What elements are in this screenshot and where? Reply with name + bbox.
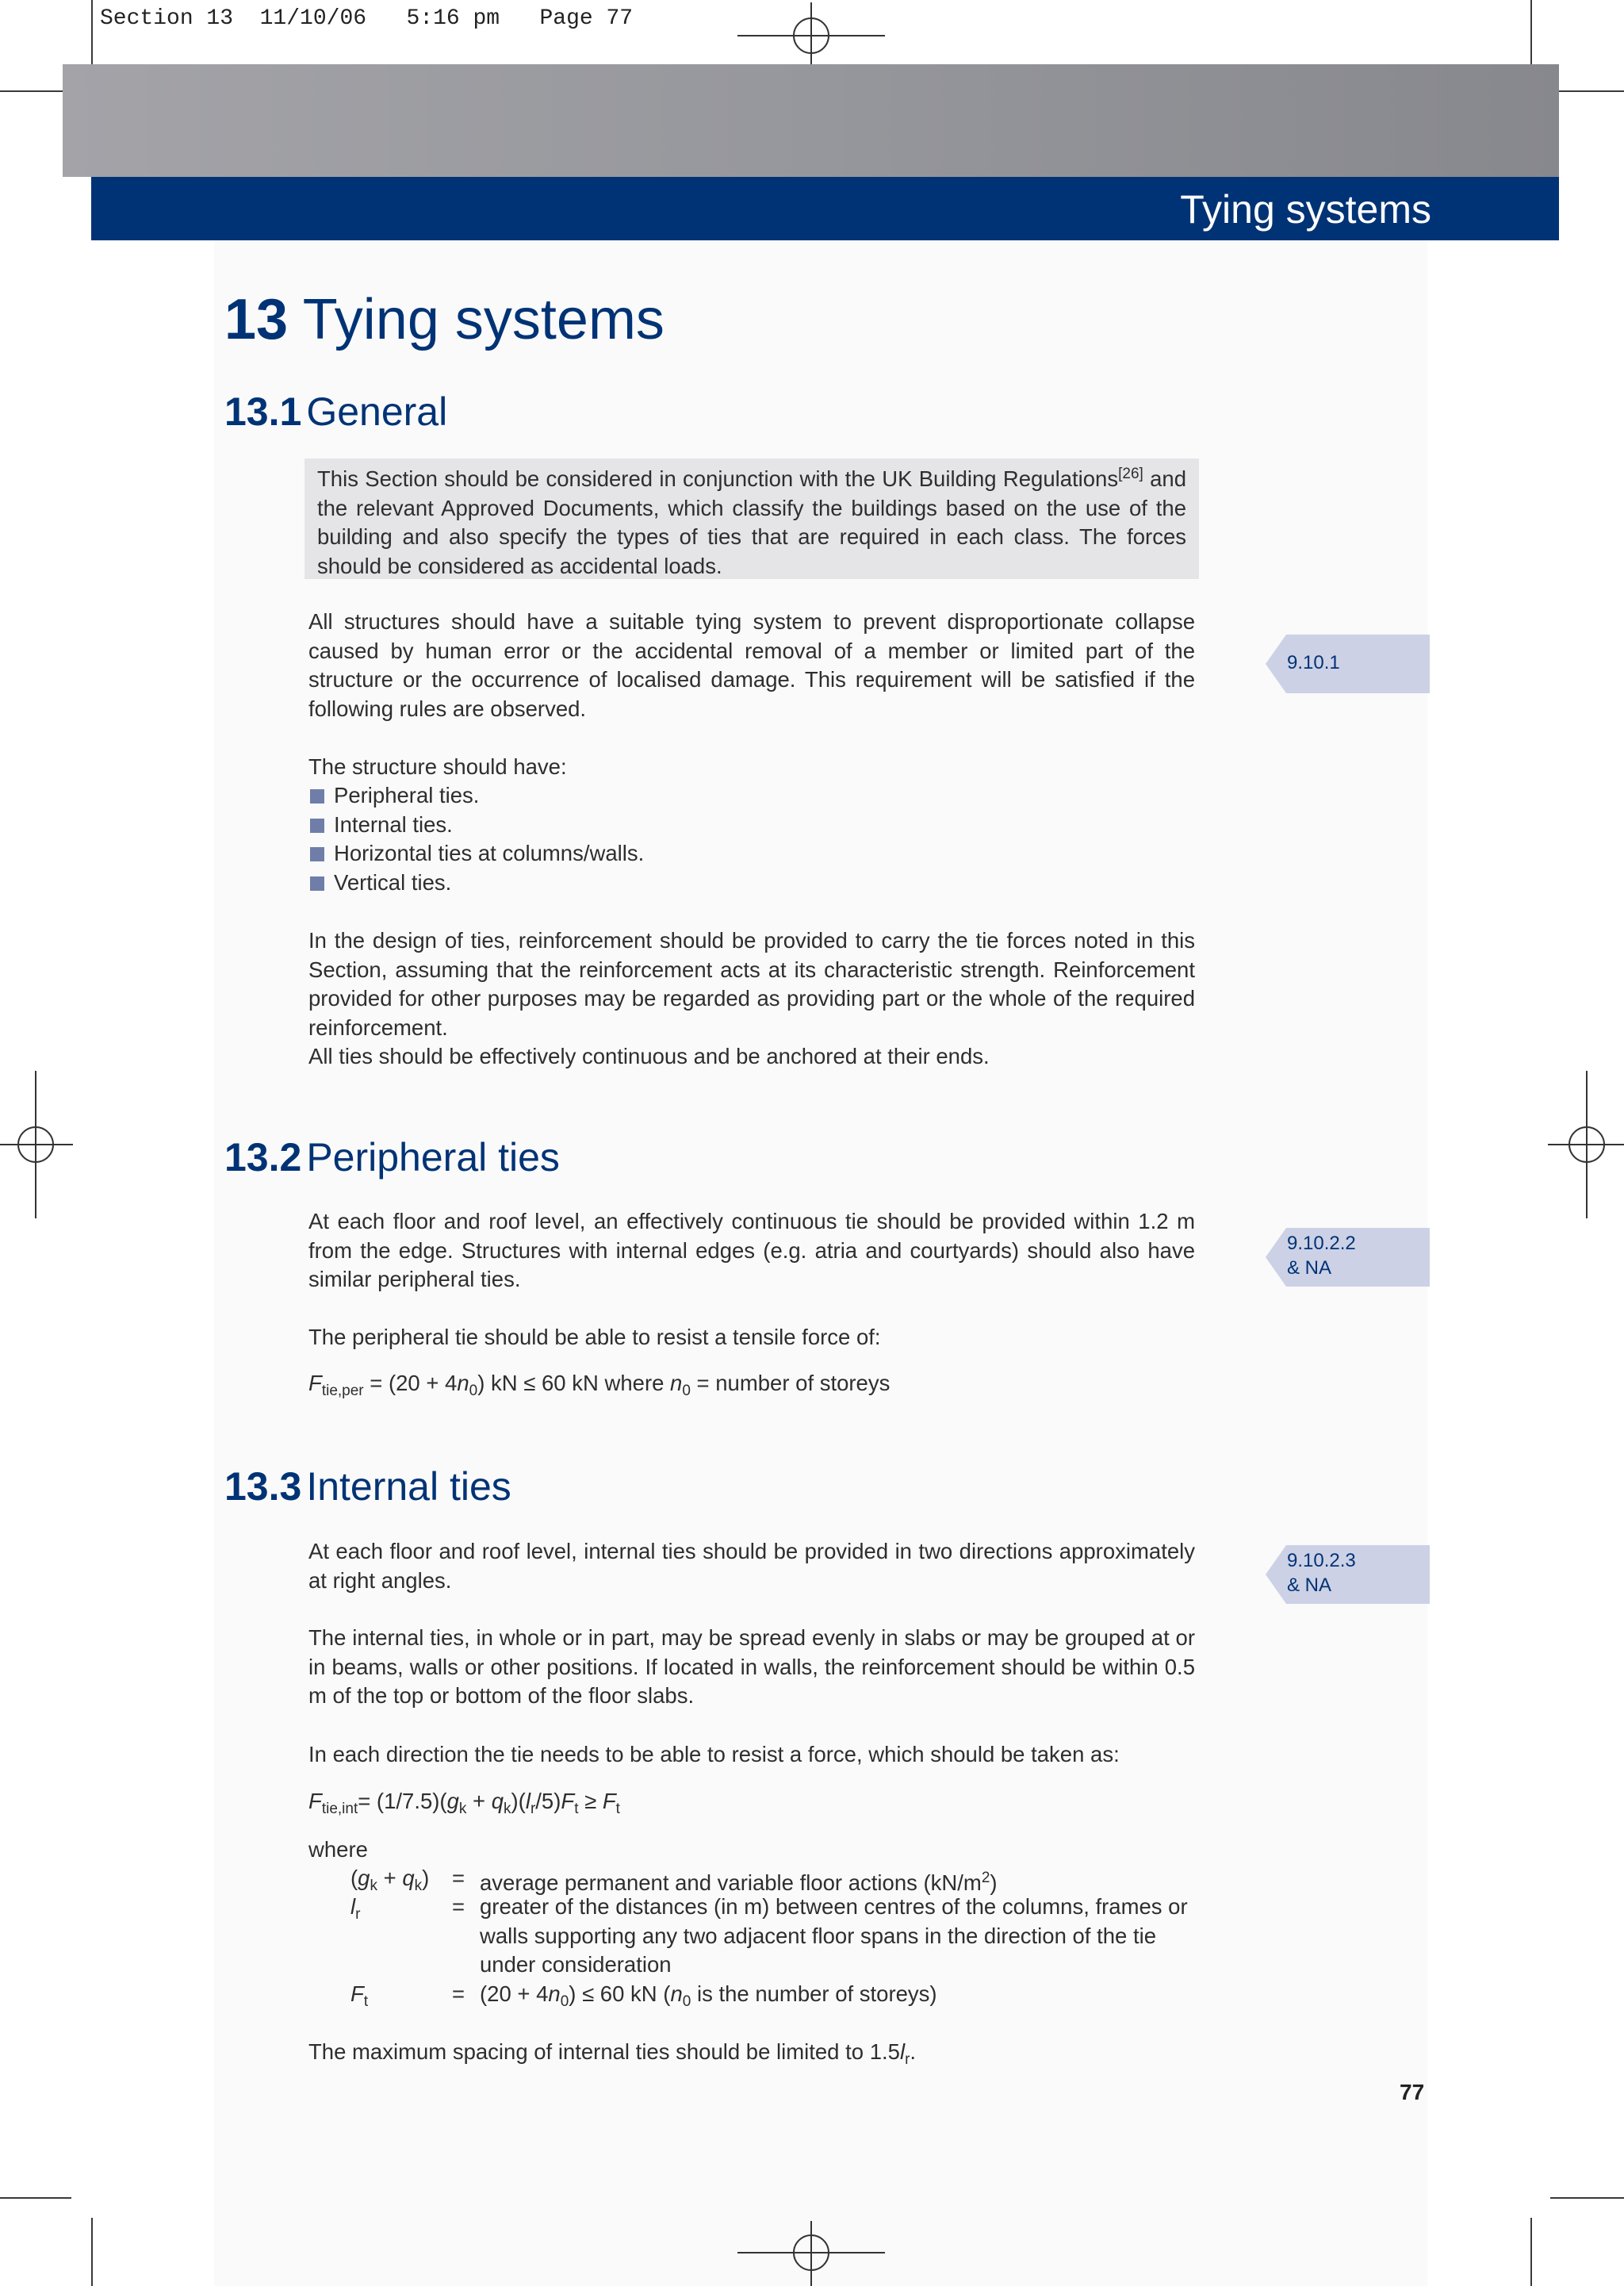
list-item: Internal ties. xyxy=(308,811,644,840)
definition-symbol xyxy=(350,1980,368,2017)
section-number: 13.2 xyxy=(224,1135,302,1179)
clause-reference-tag xyxy=(1286,1545,1430,1604)
eq-text: ) kN ≤ 60 kN where xyxy=(477,1371,671,1395)
definition-text: greater of the distances (in m) between centres of the columns, frames or walls supporting any two adjacent floor spans in the direction of the tie under consideration xyxy=(480,1894,1188,1977)
eq-subscript: t xyxy=(363,1993,369,2010)
eq-subscript: r xyxy=(905,2051,910,2068)
eq-symbol: n xyxy=(548,1981,561,2006)
eq-symbol: l xyxy=(350,1894,356,1919)
internal-paragraph-2: The internal ties, in whole or in part, may be spread evenly in slabs or may be grouped at or in beams, walls or other positions. If located in walls, the reinforcement should be within 0.5 m of the top or bottom of the floor slabs. xyxy=(308,1625,1195,1709)
def-text: ) ≤ 60 kN ( xyxy=(569,1981,671,2006)
eq-text: = number of storeys xyxy=(690,1371,891,1395)
general-paragraph-2: The structure should have: xyxy=(308,754,567,779)
definition-symbol xyxy=(350,1864,429,1901)
def-text: ( xyxy=(350,1866,358,1890)
eq-subscript: tie,per xyxy=(321,1383,364,1399)
eq-subscript: 0 xyxy=(560,1993,569,2010)
eq-symbol: F xyxy=(308,1371,322,1395)
tie-type-list xyxy=(308,781,644,897)
section-heading-internal xyxy=(224,1463,511,1509)
peripheral-paragraph-1: At each floor and roof level, an effectively continuous tie should be provided within 1.2 m from the edge. Structures with internal edges (e.g. atria and courtyards) should also have similar peripheral ties. xyxy=(308,1209,1195,1292)
clause-reference-tag xyxy=(1286,1228,1430,1287)
def-text: average permanent and variable floor actions (kN/m xyxy=(480,1870,982,1896)
equals-sign: = xyxy=(452,1866,465,1890)
crop-mark xyxy=(1530,2218,1532,2286)
eq-symbol: l xyxy=(525,1789,530,1813)
eq-subscript: r xyxy=(530,1801,536,1817)
eq-subscript: t xyxy=(615,1801,620,1817)
internal-paragraph-3: In each direction the tie needs to be able to resist a force, which should be taken as: xyxy=(308,1742,1120,1766)
eq-symbol: l xyxy=(899,2039,906,2064)
eq-text: /5) xyxy=(535,1789,561,1813)
list-item: Horizontal ties at columns/walls. xyxy=(308,839,644,869)
eq-text: = (20 + 4 xyxy=(363,1371,458,1395)
note-text-b: and the relevant Approved Documents, which classify the buildings based on the use of the building and also specify the types of ties that are required in each class. The forces should be considered as accidental loads. xyxy=(317,466,1186,578)
internal-paragraph-1: At each floor and roof level, internal ties should be provided in two directions approximately at right angles. xyxy=(308,1539,1195,1593)
crop-mark xyxy=(1530,0,1532,64)
peripheral-paragraph-2: The peripheral tie should be able to resist a tensile force of: xyxy=(308,1325,881,1349)
eq-symbol: g xyxy=(446,1789,459,1813)
section-heading-general xyxy=(224,389,447,435)
eq-subscript: k xyxy=(370,1878,377,1894)
section-title: General xyxy=(306,389,448,434)
note-box xyxy=(304,458,1199,579)
where-label: where xyxy=(308,1837,368,1862)
eq-symbol: F xyxy=(602,1789,616,1813)
eq-text: )( xyxy=(511,1789,526,1813)
clause-reference: 9.10.1 xyxy=(1287,652,1340,673)
page-number: 77 xyxy=(1400,2080,1425,2104)
section-number: 13.1 xyxy=(224,389,302,434)
eq-text: + xyxy=(466,1789,492,1813)
equals-sign: = xyxy=(452,1894,465,1919)
crop-mark xyxy=(91,0,93,64)
section-title: Internal ties xyxy=(306,1464,511,1509)
eq-subscript: tie,int xyxy=(321,1801,358,1817)
crop-mark xyxy=(0,90,63,92)
general-paragraph-4: All ties should be effectively continuous and be anchored at their ends. xyxy=(308,1044,990,1068)
chapter-number: 13 xyxy=(224,288,289,351)
superscript: 2 xyxy=(981,1870,990,1886)
peripheral-tie-equation xyxy=(308,1369,890,1406)
crop-mark xyxy=(0,2197,71,2199)
citation-ref: [26] xyxy=(1118,466,1143,482)
crop-mark xyxy=(1550,2197,1624,2199)
chapter-title: Tying systems xyxy=(302,288,665,351)
eq-subscript: 0 xyxy=(682,1383,691,1399)
eq-symbol: n xyxy=(670,1371,683,1395)
eq-subscript: 0 xyxy=(682,1993,691,2010)
eq-symbol: F xyxy=(350,1981,364,2006)
registration-mark xyxy=(737,2,885,69)
eq-subscript: k xyxy=(458,1801,467,1817)
print-slug: Section 13 11/10/06 5:16 pm Page 77 xyxy=(100,6,634,31)
running-header: Tying systems xyxy=(1180,187,1431,232)
def-text: (20 + 4 xyxy=(480,1981,549,2006)
internal-tie-equation xyxy=(308,1787,620,1824)
eq-symbol: q xyxy=(491,1789,504,1813)
general-paragraph-1: All structures should have a suitable tying system to prevent disproportionate collapse caused by human error or the accidental removal of a member or limited part of the structure or the occurrence of localised damage. This requirement will be satisfied if the following rules are observed. xyxy=(308,609,1195,721)
eq-subscript: k xyxy=(414,1878,423,1894)
eq-symbol: n xyxy=(457,1371,469,1395)
equals-sign: = xyxy=(452,1981,465,2006)
eq-symbol: F xyxy=(561,1789,575,1813)
eq-text: = (1/7.5)( xyxy=(358,1789,447,1813)
note-text xyxy=(317,460,1186,581)
definition-symbol xyxy=(350,1893,360,1930)
eq-subscript: k xyxy=(504,1801,511,1817)
chapter-heading xyxy=(224,287,665,352)
def-text: . xyxy=(910,2039,917,2064)
clause-reference: 9.10.2.2 & NA xyxy=(1287,1233,1356,1279)
definition-text xyxy=(480,1980,1193,2017)
clause-reference-tag xyxy=(1286,635,1430,693)
clause-reference: 9.10.2.3 & NA xyxy=(1287,1550,1356,1596)
section-heading-peripheral xyxy=(224,1134,560,1180)
eq-symbol: g xyxy=(358,1866,370,1890)
def-text: + xyxy=(377,1866,403,1890)
list-item: Peripheral ties. xyxy=(308,781,644,811)
crop-mark xyxy=(1559,90,1624,92)
def-text: ) xyxy=(990,1870,998,1896)
eq-subscript: r xyxy=(355,1906,361,1923)
def-text: is the number of storeys) xyxy=(691,1981,937,2006)
registration-mark xyxy=(1548,1071,1624,1218)
note-text-a: This Section should be considered in conjunction with the UK Building Regulations xyxy=(317,466,1119,492)
section-title: Peripheral ties xyxy=(306,1135,560,1179)
section-number: 13.3 xyxy=(224,1464,302,1509)
registration-mark xyxy=(737,2221,885,2286)
header-grey-band xyxy=(63,64,1559,177)
internal-paragraph-4 xyxy=(308,2038,1195,2075)
list-item: Vertical ties. xyxy=(308,869,644,898)
eq-subscript: t xyxy=(574,1801,579,1817)
general-paragraph-3: In the design of ties, reinforcement should be provided to carry the tie forces noted in this Section, assuming that the reinforcement acts at its characteristic strength. Reinforcement provided for other purposes may be regarded as providing part or the whole of the required reinforcement. xyxy=(308,928,1195,1040)
eq-symbol: n xyxy=(670,1981,683,2006)
def-text: ) xyxy=(422,1866,430,1890)
def-text: The maximum spacing of internal ties should be limited to 1.5 xyxy=(308,2039,900,2064)
eq-text: ≥ xyxy=(578,1789,603,1813)
registration-mark xyxy=(0,1071,73,1218)
eq-symbol: q xyxy=(402,1866,415,1890)
eq-subscript: 0 xyxy=(469,1383,478,1399)
crop-mark xyxy=(91,2218,93,2286)
eq-symbol: F xyxy=(308,1789,322,1813)
header-blue-band xyxy=(91,177,1559,240)
